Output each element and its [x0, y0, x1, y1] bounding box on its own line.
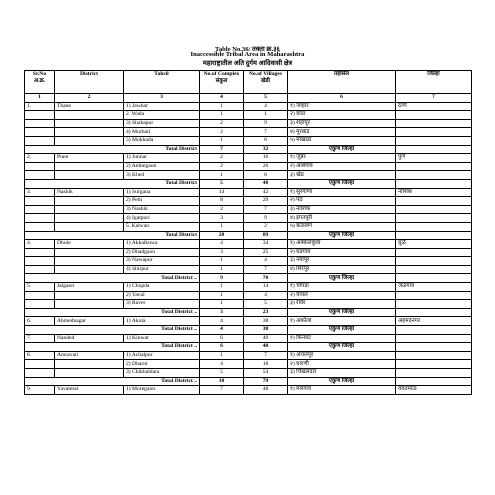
sr-number-cell: 2. [25, 154, 55, 163]
total-label-marathi-cell: एकुण जिल्हा [288, 308, 396, 317]
column-number: 5 [244, 94, 288, 103]
sr-number-cell [25, 128, 55, 137]
tahsil-marathi-cell: ३) शहापूर [288, 119, 396, 128]
district-cell [55, 265, 124, 274]
table-row [25, 317, 472, 326]
complex-count-cell: 1 [200, 111, 244, 120]
table-row [25, 171, 472, 180]
village-count-cell: 6 [244, 171, 288, 180]
district-marathi-cell [396, 111, 472, 120]
sr-number-cell [25, 369, 55, 378]
total-label-cell: Total District .. [25, 343, 200, 352]
tribal-area-table [24, 70, 472, 395]
sr-number-cell [25, 171, 55, 180]
sr-number-cell [25, 265, 55, 274]
district-marathi-cell [396, 291, 472, 300]
table-row [25, 283, 472, 292]
total-label-cell: Total District [25, 179, 200, 188]
tahsil-marathi-cell: २) धडगांव [288, 248, 396, 257]
total-label-marathi-cell: एकुण जिल्हा [288, 274, 396, 283]
table-row [25, 214, 472, 223]
total-row [25, 145, 472, 154]
total-empty-cell [396, 274, 472, 283]
tahsil-cell: 2) Peth [124, 197, 200, 206]
tahsil-cell: 2) Dharni [124, 360, 200, 369]
header-srno: Sr.No अ.क्र. [25, 71, 55, 94]
complex-count-cell: 1 [200, 102, 244, 111]
tahsil-marathi-cell: १) चोपडा [288, 283, 396, 292]
district-marathi-cell [396, 205, 472, 214]
total-row [25, 326, 472, 335]
district-cell [55, 369, 124, 378]
header-tahsil: Tahsil [124, 71, 200, 94]
village-count-cell: 26 [244, 162, 288, 171]
total-villages-cell: 38 [244, 326, 288, 335]
district-cell: Dhule [55, 240, 124, 249]
tahsil-marathi-cell: १) सुरगाणा [288, 188, 396, 197]
table-row [25, 205, 472, 214]
total-label-marathi-cell: एकुण जिल्हा [288, 377, 396, 386]
tahsil-marathi-cell: ४) शिरपूर [288, 265, 396, 274]
table-body [25, 102, 472, 394]
complex-count-cell: 1 [200, 222, 244, 231]
tahsil-marathi-cell: १) जुन्नर [288, 154, 396, 163]
total-row [25, 179, 472, 188]
total-label-marathi-cell: एकुण जिल्हा [288, 343, 396, 352]
district-cell [55, 222, 124, 231]
village-count-cell: 2 [244, 222, 288, 231]
district-marathi-cell [396, 171, 472, 180]
complex-count-cell: 2 [200, 205, 244, 214]
header-complex: No.of Complex संकुल [200, 71, 244, 94]
village-count-cell: 8 [244, 136, 288, 145]
total-empty-cell [396, 343, 472, 352]
tahsil-cell: 1) Akola [124, 317, 200, 326]
total-label-cell: Total District .. [25, 326, 200, 335]
district-cell [55, 214, 124, 223]
tahsil-marathi-cell: २) यावल [288, 291, 396, 300]
village-count-cell: 9 [244, 214, 288, 223]
district-marathi-cell [396, 128, 472, 137]
village-count-cell: 48 [244, 386, 288, 395]
sr-number-cell [25, 360, 55, 369]
tahsil-cell: 1) Akkalkuwa [124, 240, 200, 249]
complex-count-cell: 1 [200, 300, 244, 309]
table-subtitle-marathi: महाराष्ट्रातील अति दुर्गम आदिवासी क्षेत्र [202, 60, 293, 67]
tahsil-marathi-cell: १) जव्हार [288, 102, 396, 111]
district-marathi-cell [396, 136, 472, 145]
total-label-cell: Total District [25, 145, 200, 154]
district-cell [55, 257, 124, 266]
tahsil-cell: 5. Kalwan [124, 222, 200, 231]
tahsil-cell: 1) Kinwat [124, 334, 200, 343]
district-cell [55, 171, 124, 180]
total-empty-cell [396, 377, 472, 386]
total-label-marathi-cell: एकुण जिल्हा [288, 145, 396, 154]
complex-count-cell: 1 [200, 351, 244, 360]
table-row [25, 240, 472, 249]
tahsil-cell: 3) Khed [124, 171, 200, 180]
tahsil-cell: 1) Chopda [124, 283, 200, 292]
sr-number-cell [25, 300, 55, 309]
complex-count-cell: 1 [200, 265, 244, 274]
table-row [25, 197, 472, 206]
tahsil-marathi-cell: ३) नवापूर [288, 257, 396, 266]
village-count-cell: 16 [244, 154, 288, 163]
district-marathi-cell [396, 119, 472, 128]
district-marathi-cell [396, 300, 472, 309]
table-row [25, 351, 472, 360]
district-marathi-cell [396, 248, 472, 257]
village-count-cell: 34 [244, 240, 288, 249]
tahsil-cell: 5) Mokhada [124, 136, 200, 145]
total-villages-cell: 32 [244, 145, 288, 154]
village-count-cell: 4 [244, 257, 288, 266]
sr-number-cell: 4. [25, 240, 55, 249]
total-label-cell: Total District .. [25, 308, 200, 317]
district-cell [55, 291, 124, 300]
table-row [25, 222, 472, 231]
tahsil-cell: 1) Achalpur [124, 351, 200, 360]
sr-number-cell: 3. [25, 188, 55, 197]
complex-count-cell: 7 [200, 386, 244, 395]
header-district: District [55, 71, 124, 94]
table-row [25, 265, 472, 274]
total-villages-cell: 70 [244, 274, 288, 283]
sr-number-cell [25, 257, 55, 266]
total-villages-cell: 48 [244, 179, 288, 188]
total-complex-cell: 5 [200, 179, 244, 188]
tahsil-cell: 4) Igatpuri [124, 214, 200, 223]
tahsil-cell: 3) Chikhaldara [124, 369, 200, 378]
total-empty-cell [396, 145, 472, 154]
tahsil-cell: 1) Moregaon [124, 386, 200, 395]
table-row [25, 369, 472, 378]
total-row [25, 308, 472, 317]
village-count-cell: 7 [244, 351, 288, 360]
complex-count-cell: 1 [200, 171, 244, 180]
total-label-cell: Total District .. [25, 377, 200, 386]
district-marathi-cell [396, 334, 472, 343]
village-count-cell: 40 [244, 334, 288, 343]
complex-count-cell: 14 [200, 188, 244, 197]
tahsil-cell: 4) Shirpur [124, 265, 200, 274]
village-count-cell: 25 [244, 248, 288, 257]
total-villages-cell: 79 [244, 377, 288, 386]
complex-count-cell: 1 [200, 283, 244, 292]
district-cell [55, 248, 124, 257]
tahsil-marathi-cell: १) अक्कलकुवा [288, 240, 396, 249]
village-count-cell: 14 [244, 283, 288, 292]
tahsil-marathi-cell: ४) मुरबाड [288, 128, 396, 137]
district-cell [55, 197, 124, 206]
sr-number-cell [25, 111, 55, 120]
table-row [25, 162, 472, 171]
column-number: 4 [200, 94, 244, 103]
table-row [25, 360, 472, 369]
column-number: 7 [396, 94, 472, 103]
total-row [25, 231, 472, 240]
district-cell [55, 205, 124, 214]
complex-count-cell: 2 [200, 162, 244, 171]
sr-number-cell [25, 248, 55, 257]
tahsil-marathi-cell: ३) रावेर [288, 300, 396, 309]
total-label-marathi-cell: एकुण जिल्हा [288, 179, 396, 188]
complex-count-cell: 2 [200, 154, 244, 163]
district-cell: Nashik [55, 188, 124, 197]
complex-count-cell: 4 [200, 317, 244, 326]
table-row [25, 300, 472, 309]
tahsil-marathi-cell: २) आंबेगांव [288, 162, 396, 171]
tahsil-marathi-cell: ३) नाशिक [288, 205, 396, 214]
tahsil-cell: 2) Ambegaon [124, 162, 200, 171]
tahsil-marathi-cell: २) धारणी [288, 360, 396, 369]
village-count-cell: 18 [244, 360, 288, 369]
tahsil-marathi-cell: २) वाडा [288, 111, 396, 120]
complex-count-cell: 8 [200, 197, 244, 206]
tahsil-cell: 3) Nashik [124, 205, 200, 214]
table-row [25, 128, 472, 137]
total-label-cell: Total District [25, 231, 200, 240]
village-count-cell: 29 [244, 197, 288, 206]
district-marathi-cell [396, 265, 472, 274]
table-row [25, 188, 472, 197]
district-cell [55, 119, 124, 128]
tahsil-cell: 3) Raver [124, 300, 200, 309]
tahsil-marathi-cell: २) पेठ [288, 197, 396, 206]
district-marathi-cell: यवतमाळ [396, 386, 472, 395]
district-marathi-cell [396, 214, 472, 223]
tahsil-marathi-cell: १) किनवट [288, 334, 396, 343]
total-row [25, 377, 472, 386]
header-row [25, 71, 472, 94]
district-marathi-cell [396, 197, 472, 206]
tahsil-marathi-cell: ५) कळवण [288, 222, 396, 231]
total-row [25, 343, 472, 352]
sr-number-cell: 5. [25, 283, 55, 292]
sr-number-cell: 8. [25, 351, 55, 360]
tahsil-cell: 3) Shahapur [124, 119, 200, 128]
tahsil-cell: 2) Yaval [124, 291, 200, 300]
district-marathi-cell [396, 162, 472, 171]
header-villages: No.of Villages खेडी [244, 71, 288, 94]
district-marathi-cell [396, 222, 472, 231]
district-marathi-cell [396, 360, 472, 369]
tahsil-cell: 1) Surgana [124, 188, 200, 197]
column-number-row [25, 94, 472, 103]
tahsil-marathi-cell: ३) खेड [288, 171, 396, 180]
district-cell [55, 360, 124, 369]
village-count-cell: 5 [244, 300, 288, 309]
complex-count-cell: 5 [200, 369, 244, 378]
district-marathi-cell: जळगांव [396, 283, 472, 292]
district-cell: Yavatmal [55, 386, 124, 395]
tahsil-marathi-cell: १) अचलपूर [288, 351, 396, 360]
complex-count-cell: 3 [200, 214, 244, 223]
complex-count-cell: 1 [200, 291, 244, 300]
village-count-cell: 42 [244, 188, 288, 197]
column-number: 2 [55, 94, 124, 103]
village-count-cell: 7 [244, 128, 288, 137]
tahsil-cell: 3) Nawapur [124, 257, 200, 266]
table-row [25, 334, 472, 343]
complex-count-cell: 1 [200, 136, 244, 145]
sr-number-cell [25, 291, 55, 300]
total-complex-cell: 7 [200, 145, 244, 154]
total-label-cell: Total District .. [25, 274, 200, 283]
table-row [25, 291, 472, 300]
district-cell: Amravati [55, 351, 124, 360]
total-villages-cell: 40 [244, 343, 288, 352]
table-row [25, 136, 472, 145]
sr-number-cell [25, 214, 55, 223]
district-cell: Nanded [55, 334, 124, 343]
tahsil-marathi-cell: ४) इगतपुरी [288, 214, 396, 223]
table-row [25, 119, 472, 128]
tahsil-cell: 1) Junnar [124, 154, 200, 163]
column-number: 6 [288, 94, 396, 103]
total-label-marathi-cell: एकुण जिल्हा [288, 231, 396, 240]
village-count-cell: 7 [244, 205, 288, 214]
complex-count-cell: 2 [200, 128, 244, 137]
sr-number-cell [25, 119, 55, 128]
district-cell [55, 111, 124, 120]
tahsil-marathi-cell: ५) मोखाडा [288, 136, 396, 145]
column-number: 3 [124, 94, 200, 103]
table-row [25, 102, 472, 111]
sr-number-cell [25, 162, 55, 171]
district-cell [55, 300, 124, 309]
complex-count-cell: 4 [200, 360, 244, 369]
total-complex-cell: 9 [200, 274, 244, 283]
district-marathi-cell: धुळे [396, 240, 472, 249]
district-marathi-cell [396, 369, 472, 378]
sr-number-cell [25, 205, 55, 214]
district-cell [55, 136, 124, 145]
village-count-cell: 7 [244, 265, 288, 274]
header-tahsil-marathi: तहसिल [288, 71, 396, 94]
district-marathi-cell: अहमदनगर [396, 317, 472, 326]
district-cell [55, 128, 124, 137]
district-marathi-cell: नाशिक [396, 188, 472, 197]
complex-count-cell: 3 [200, 248, 244, 257]
district-marathi-cell [396, 351, 472, 360]
district-cell: Pune [55, 154, 124, 163]
tahsil-marathi-cell: १) अकोला [288, 317, 396, 326]
district-cell: Ahmednagar [55, 317, 124, 326]
district-cell: Thane [55, 102, 124, 111]
tahsil-cell: 2. Wada [124, 111, 200, 120]
village-count-cell: 4 [244, 291, 288, 300]
complex-count-cell: 2 [200, 119, 244, 128]
complex-count-cell: 4 [200, 240, 244, 249]
total-complex-cell: 4 [200, 326, 244, 335]
total-row [25, 274, 472, 283]
total-villages-cell: 23 [244, 308, 288, 317]
village-count-cell: 9 [244, 119, 288, 128]
total-empty-cell [396, 231, 472, 240]
village-count-cell: 1 [244, 111, 288, 120]
total-label-marathi-cell: एकुण जिल्हा [288, 326, 396, 335]
tahsil-marathi-cell: १) मारेगांव [288, 386, 396, 395]
total-empty-cell [396, 326, 472, 335]
header-district-marathi: जिल्हा [396, 71, 472, 94]
complex-count-cell: 1 [200, 257, 244, 266]
sr-number-cell: 1. [25, 102, 55, 111]
total-complex-cell: 28 [200, 231, 244, 240]
column-number: 1 [25, 94, 55, 103]
tahsil-cell: 2) Dhadgaon [124, 248, 200, 257]
table-row [25, 154, 472, 163]
district-cell: Jalgaon [55, 283, 124, 292]
sr-number-cell: 7. [25, 334, 55, 343]
table-row [25, 248, 472, 257]
sr-number-cell: 9. [25, 386, 55, 395]
district-marathi-cell: पुणे [396, 154, 472, 163]
total-villages-cell: 89 [244, 231, 288, 240]
total-complex-cell: 6 [200, 343, 244, 352]
complex-count-cell: 6 [200, 334, 244, 343]
village-count-cell: 54 [244, 369, 288, 378]
sr-number-cell: 6. [25, 317, 55, 326]
district-marathi-cell: ठाणे [396, 102, 472, 111]
district-marathi-cell [396, 257, 472, 266]
sr-number-cell [25, 222, 55, 231]
table-row [25, 257, 472, 266]
sr-number-cell [25, 136, 55, 145]
village-count-cell: 4 [244, 102, 288, 111]
table-title: Table No.36/ तक्ता क्र.३६ [215, 46, 280, 53]
total-complex-cell: 10 [200, 377, 244, 386]
tahsil-cell: 4) Murbad [124, 128, 200, 137]
total-complex-cell: 3 [200, 308, 244, 317]
table-row [25, 111, 472, 120]
total-empty-cell [396, 308, 472, 317]
tahsil-marathi-cell: ३) चिखलदरा [288, 369, 396, 378]
tahsil-cell: 1) Jawhar [124, 102, 200, 111]
sr-number-cell [25, 197, 55, 206]
village-count-cell: 38 [244, 317, 288, 326]
table-row [25, 386, 472, 395]
table-subtitle-english: Inaccessible Tribal Area in Maharashtra [190, 51, 305, 58]
district-cell [55, 162, 124, 171]
total-empty-cell [396, 179, 472, 188]
